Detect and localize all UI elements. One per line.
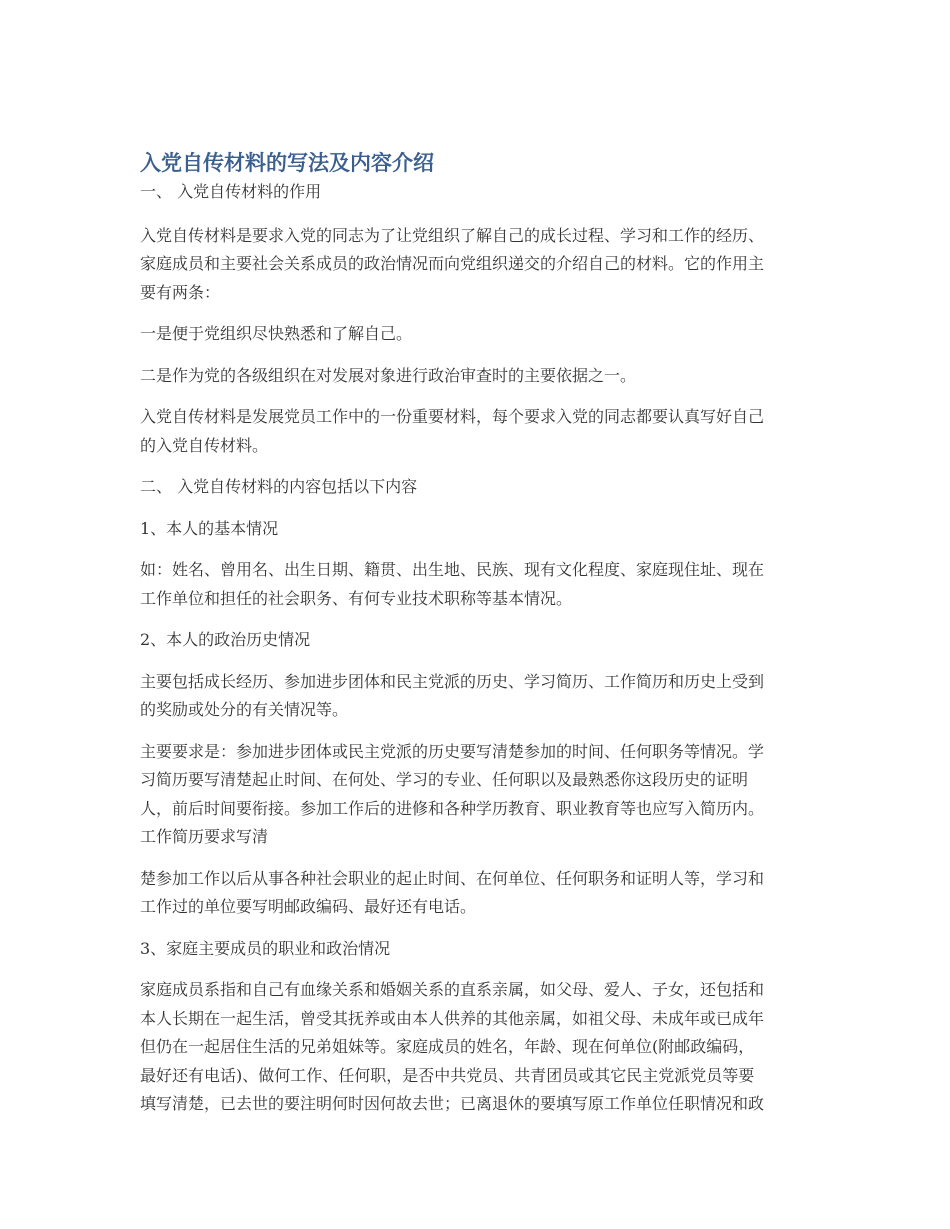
text-line: 但仍在一起居住生活的兄弟姐妹等。家庭成员的姓名，年龄、现在何单位(附邮政编码，	[140, 1037, 755, 1056]
text-line: 二是作为党的各级组织在对发展对象进行政治审查时的主要依据之一。	[140, 365, 637, 385]
text-line: 人，前后时间要衔接。参加工作后的进修和各种学历教育、职业教育等也应写入简历内。	[140, 798, 765, 818]
text-line: 2、本人的政治历史情况	[140, 630, 311, 649]
paragraph	[140, 320, 812, 349]
document-page	[140, 148, 812, 1132]
section-heading	[140, 626, 812, 655]
text-line: 一是便于党组织尽快熟悉和了解自己。	[140, 324, 413, 343]
paragraph	[140, 738, 812, 852]
text-line: 最好还有电话)、做何工作、任何职，是否中共党员、共青团员或其它民主党派党员等要	[140, 1065, 755, 1085]
text-line: 主要包括成长经历、参加进步团体和民主党派的历史、学习简历、工作简历和历史上受到	[140, 671, 765, 691]
text-line: 3、家庭主要成员的职业和政治情况	[140, 938, 391, 958]
paragraph	[140, 403, 812, 460]
text-line: 1、本人的基本情况	[140, 518, 279, 538]
section-heading	[140, 178, 812, 207]
document-body	[140, 178, 812, 1119]
text-line: 的入党自传材料。	[140, 435, 269, 455]
text-line: 入党自传材料是要求入党的同志为了让党组织了解自己的成长过程、学习和工作的经历、	[140, 225, 765, 245]
paragraph	[140, 222, 812, 308]
document-title: 入党自传材料的写法及内容介绍	[140, 151, 434, 175]
text-line: 楚参加工作以后从事各种社会职业的起止时间、在何单位、任何职务和证明人等，学习和	[140, 868, 765, 888]
text-line: 的奖励或处分的有关情况等。	[140, 700, 349, 719]
text-line: 家庭成员和主要社会关系成员的政治情况而向党组织递交的介绍自己的材料。它的作用主	[140, 254, 765, 273]
text-line: 二、 入党自传材料的内容包括以下内容	[140, 477, 418, 496]
text-line: 一、 入党自传材料的作用	[140, 182, 322, 201]
text-line: 如：姓名、曾用名、出生日期、籍贯、出生地、民族、现有文化程度、家庭现住址、现在	[140, 560, 765, 579]
section-heading	[140, 935, 812, 964]
text-line: 工作单位和担任的社会职务、有何专业技术职称等基本情况。	[140, 588, 573, 608]
text-line: 工作过的单位要写明邮政编码、最好还有电话。	[140, 897, 477, 916]
text-line: 要有两条：	[140, 282, 221, 302]
section-heading	[140, 515, 812, 544]
paragraph	[140, 668, 812, 725]
text-line: 填写清楚，已去世的要注明何时因何故去世；已离退休的要填写原工作单位任职情况和政	[140, 1094, 765, 1113]
paragraph	[140, 556, 812, 613]
text-line: 习简历要写清楚起止时间、在何处、学习的专业、任何职以及最熟悉你这段历史的证明	[140, 770, 749, 789]
text-line: 家庭成员系指和自己有血缘关系和婚姻关系的直系亲属，如父母、爱人、子女，还包括和	[140, 980, 765, 999]
text-line: 本人长期在一起生活，曾受其抚养或由本人供养的其他亲属，如祖父母、未成年或已成年	[140, 1008, 765, 1028]
paragraph	[140, 362, 812, 391]
text-line: 入党自传材料是发展党员工作中的一份重要材料，每个要求入党的同志都要认真写好自己	[140, 407, 765, 426]
section-heading	[140, 473, 812, 502]
text-line: 工作简历要求写清	[140, 827, 269, 846]
paragraph	[140, 976, 812, 1119]
text-line: 主要要求是：参加进步团体或民主党派的历史要写清楚参加的时间、任何职务等情况。学	[140, 741, 765, 761]
paragraph	[140, 865, 812, 922]
